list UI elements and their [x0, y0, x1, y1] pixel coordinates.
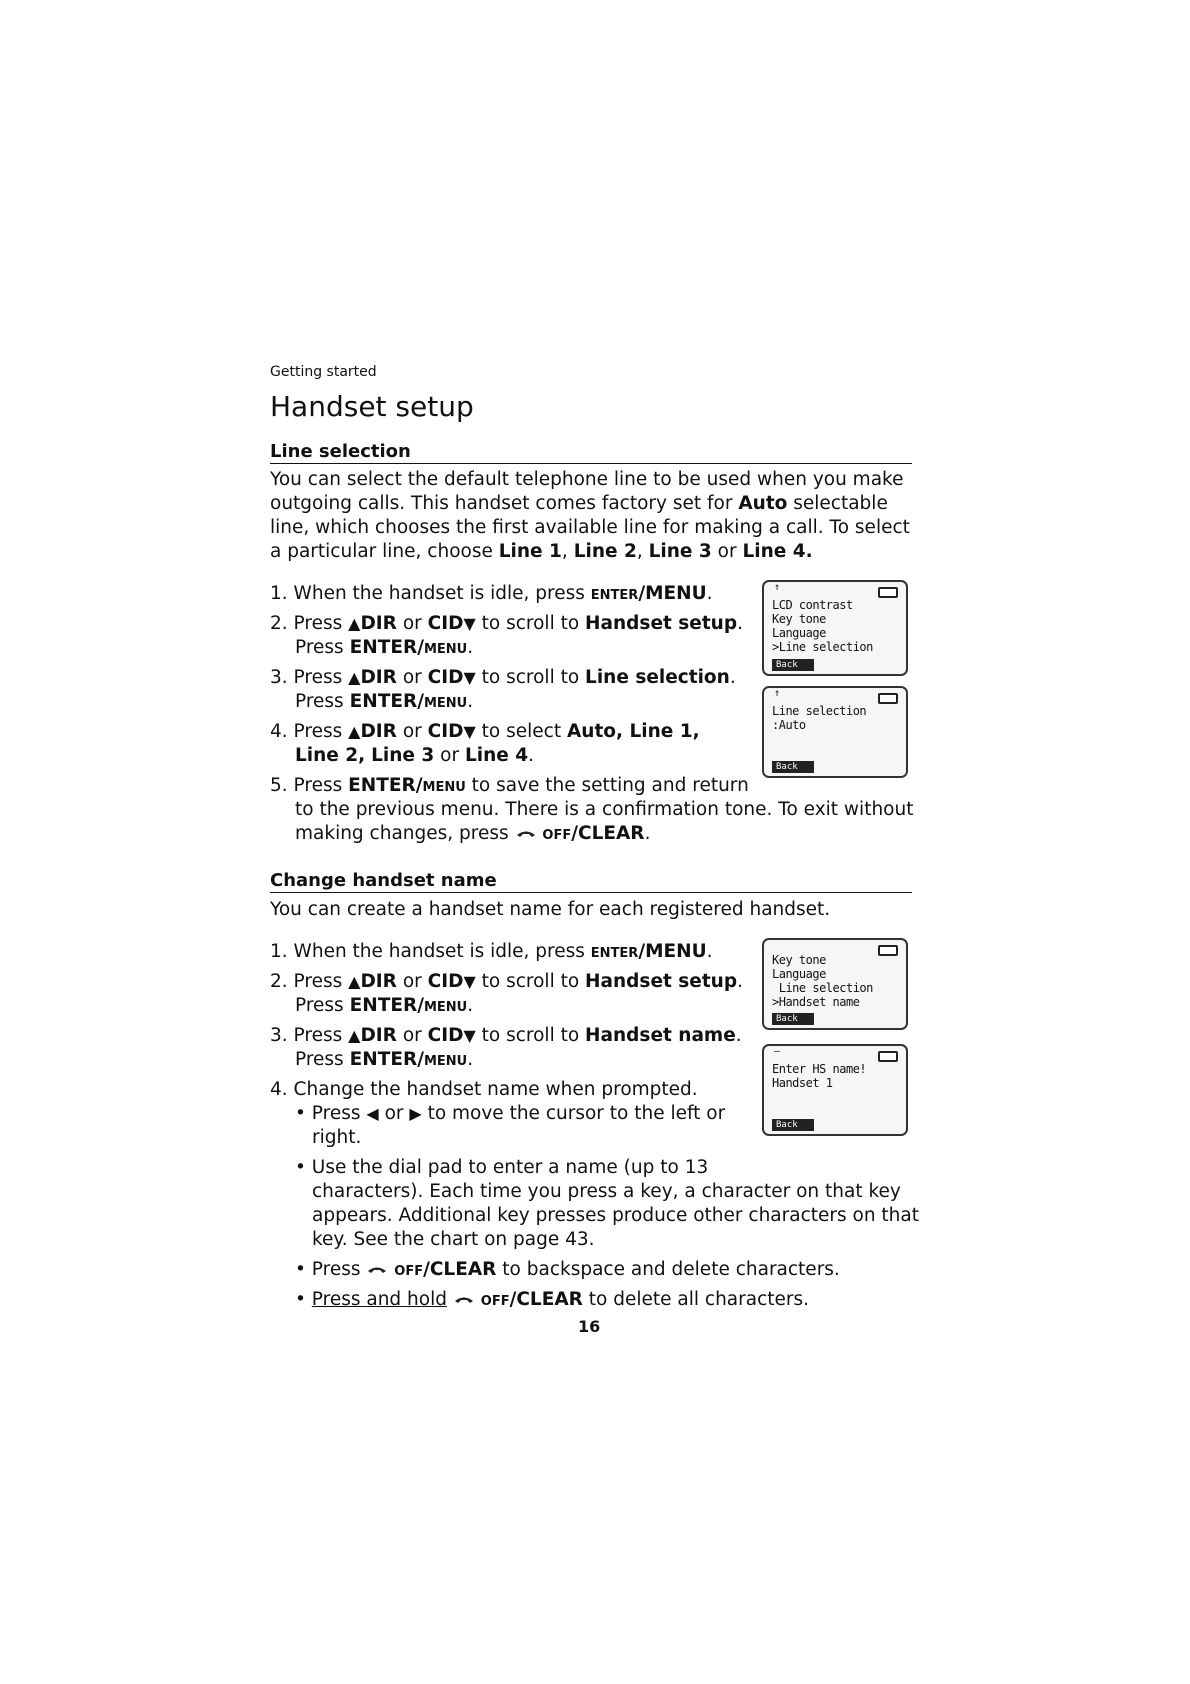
change-name-intro: You can create a handset name for each registered handset.	[270, 899, 831, 920]
cn-bullet-3: • Press OFF/CLEAR to backspace and delete characters.	[295, 1259, 840, 1280]
cn-step-3: 3. Press ▲DIR or CID▼ to scroll to Handset name.	[270, 1025, 742, 1046]
ls-step-5-line3: making changes, press OFF/CLEAR.	[295, 823, 651, 844]
ls-step-3: 3. Press ▲DIR or CID▼ to scroll to Line selection.	[270, 667, 736, 688]
up-arrow-icon: ▲	[348, 722, 361, 741]
cn-bullet-1: • Press ◀ or ▶ to move the cursor to the left or	[295, 1103, 726, 1124]
lcd-rows: Key tone Language Line selection >Handset name	[772, 953, 873, 1009]
lcd-rows: Line selection :Auto	[772, 704, 867, 732]
phone-off-icon	[515, 829, 537, 839]
lcd-back-softkey: Back	[772, 761, 814, 773]
phone-off-icon	[453, 1295, 475, 1305]
ls-step-4: 4. Press ▲DIR or CID▼ to select Auto, Line 1,	[270, 721, 700, 742]
ls-step-4-cont: Line 2, Line 3 or Line 4.	[295, 745, 535, 766]
cn-step-2-press: Press ENTER/MENU.	[295, 995, 474, 1016]
lcd-back-softkey: Back	[772, 1013, 814, 1025]
down-arrow-icon: ▼	[463, 1026, 476, 1045]
left-arrow-icon: ◀	[366, 1104, 379, 1123]
battery-icon	[878, 1051, 898, 1062]
up-arrow-icon: ▲	[348, 972, 361, 991]
battery-icon	[878, 693, 898, 704]
lcd-screen-menu	[762, 580, 908, 676]
change-name-heading: Change handset name	[270, 870, 912, 893]
down-arrow-icon: ▼	[463, 668, 476, 687]
page-number: 16	[578, 1317, 601, 1336]
lcd-rows: Enter HS name! Handset 1	[772, 1062, 867, 1090]
antenna-icon: ↑	[774, 582, 781, 593]
ls-step-2-press: Press ENTER/MENU.	[295, 637, 474, 658]
cn-bullet-4: • Press and hold OFF/CLEAR to delete all characters.	[295, 1289, 810, 1310]
down-arrow-icon: ▼	[463, 614, 476, 633]
lcd-back-softkey: Back	[772, 659, 814, 671]
lcd-screen-handset-menu	[762, 938, 908, 1030]
phone-off-icon	[366, 1265, 388, 1275]
cn-step-1: 1. When the handset is idle, press ENTER/MENU.	[270, 941, 713, 962]
cn-bullet-2-line3: appears. Additional key presses produce other characters on that	[312, 1205, 919, 1226]
lcd-back-softkey: Back	[772, 1119, 814, 1131]
cn-step-3-press: Press ENTER/MENU.	[295, 1049, 474, 1070]
battery-icon	[878, 945, 898, 956]
cn-bullet-1-line2: right.	[312, 1127, 362, 1148]
ls-step-5-line2: to the previous menu. There is a confirmation tone. To exit without	[295, 799, 914, 820]
right-arrow-icon: ▶	[409, 1104, 422, 1123]
cursor-icon: —	[774, 1046, 781, 1057]
up-arrow-icon: ▲	[348, 614, 361, 633]
lcd-screen-enter-name	[762, 1044, 908, 1136]
cn-bullet-2-line4: key. See the chart on page 43.	[312, 1229, 595, 1250]
cn-bullet-2-line2: characters). Each time you press a key, a character on that key	[312, 1181, 901, 1202]
ls-step-1: 1. When the handset is idle, press ENTER/MENU.	[270, 583, 713, 604]
up-arrow-icon: ▲	[348, 668, 361, 687]
section-label: Getting started	[270, 364, 377, 380]
cn-step-2: 2. Press ▲DIR or CID▼ to scroll to Handset setup.	[270, 971, 743, 992]
line-selection-intro: You can select the default telephone line to be used when you make outgoing calls. This handset comes factory set for Auto selectable line, which chooses the first available line for making a call. To select a particular line, choose Line 1, Line 2, Line 3 or Line 4.	[270, 469, 910, 562]
up-arrow-icon: ▲	[348, 1026, 361, 1045]
ls-step-3-press: Press ENTER/MENU.	[295, 691, 474, 712]
line-selection-heading: Line selection	[270, 441, 912, 464]
lcd-rows: LCD contrast Key tone Language >Line selection	[772, 598, 873, 654]
antenna-icon: ↑	[774, 688, 781, 699]
ls-step-5: 5. Press ENTER/MENU to save the setting and return	[270, 775, 749, 796]
page-title: Handset setup	[270, 390, 474, 423]
cn-bullet-2: • Use the dial pad to enter a name (up to 13	[295, 1157, 709, 1178]
lcd-screen-line-selection	[762, 686, 908, 778]
down-arrow-icon: ▼	[463, 722, 476, 741]
cn-step-4: 4. Change the handset name when prompted.	[270, 1079, 698, 1100]
battery-icon	[878, 587, 898, 598]
down-arrow-icon: ▼	[463, 972, 476, 991]
ls-step-2: 2. Press ▲DIR or CID▼ to scroll to Handset setup.	[270, 613, 743, 634]
